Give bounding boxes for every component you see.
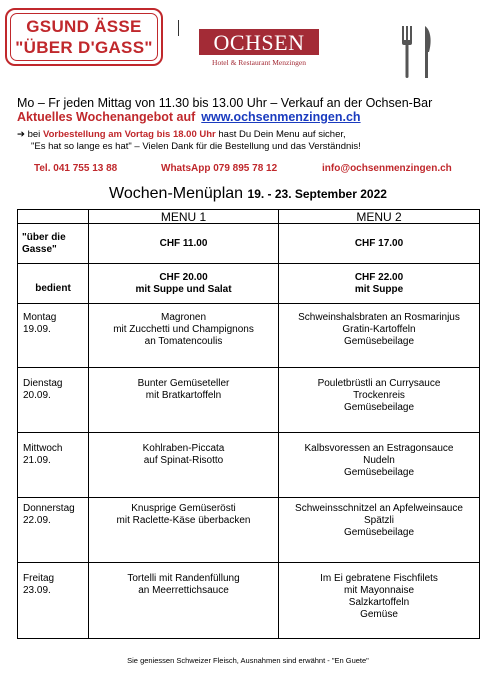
gsund-aesse-stamp [5,8,163,66]
menu1-dish-cell [89,563,279,639]
menu1-header: MENU 1 [89,210,279,224]
bedient-price-menu1 [89,264,279,304]
menu2-dish-cell [279,498,480,563]
dish-line: mit Raclette-Käse überbacken [116,515,251,526]
thank-you-text: "Es hat so lange es hat" – Vielen Dank für die Bestellung und das Verständnis! [31,141,361,152]
preorder-line [17,129,346,140]
website-link[interactable]: www.ochsenmenzingen.ch [201,110,361,124]
dish-line: auf Spinat-Risotto [143,455,224,466]
dish-line: Gemüsebeilage [343,467,415,478]
day-cell [18,498,89,563]
gasse-label: "über die Gasse" [18,224,89,264]
ochsen-logo: OCHSEN [213,30,305,55]
dish-line: Salzkartoffeln [348,597,410,608]
dish-line: Spätzli [363,515,394,526]
day-cell [18,304,89,368]
day-name: Freitag [23,573,55,584]
header-divider [178,20,179,36]
table-header-row [18,210,480,224]
menu2-dish-cell [279,368,480,433]
preorder-highlight: Vorbestellung am Vortag bis 18.00 Uhr [42,129,216,140]
menu2-dish-cell [279,433,480,498]
day-date: 19.09. [23,324,51,335]
bedient-menu1-price: CHF 20.00 [159,271,208,283]
opening-hours-text: Mo – Fr jeden Mittag von 11.30 bis 13.00 Uhr – Verkauf an der Ochsen-Bar [17,96,433,110]
dish-line: Pouletbrüstli an Currysauce [317,378,441,389]
bedient-menu2-price: CHF 22.00 [354,271,404,283]
gasse-price-menu1: CHF 11.00 [89,224,279,264]
dish-line: Bunter Gemüseteller [137,378,230,389]
dish-line: Gemüse [360,609,398,620]
menu1-dish-cell [89,433,279,498]
day-name: Mittwoch [23,443,63,454]
bedient-label: bedient [18,264,89,304]
menu1-dish-cell [89,304,279,368]
menu2-header: MENU 2 [279,210,480,224]
day-cell [18,433,89,498]
day-row [18,498,480,563]
whatsapp-number: WhatsApp 079 895 78 12 [161,163,278,174]
weekly-offer-line [17,110,361,124]
dish-line: Nudeln [363,455,395,466]
day-name: Donnerstag [23,503,75,514]
bedient-menu2-note: mit Suppe [354,283,404,295]
menu1-dish-cell [89,498,279,563]
dish-line: Im Ei gebratene Fischfilets [320,573,438,584]
weekly-offer-label: Aktuelles Wochenangebot auf [17,110,196,124]
dish-line: Gemüsebeilage [343,527,415,538]
email-address[interactable]: info@ochsenmenzingen.ch [322,163,452,174]
day-row [18,563,480,639]
dish-line: Trockenreis [353,390,405,401]
dish-line: Magronen [160,312,207,323]
dish-line: mit Zucchetti und Champignons [113,324,254,335]
day-name: Montag [23,312,57,323]
dish-line: an Tomatencoulis [144,336,223,347]
dish-line: Gratin-Kartoffeln [342,324,416,335]
dish-line: mit Mayonnaise [343,585,415,596]
header-empty-cell [18,210,89,224]
gasse-price-row [18,224,480,264]
menu-title-main: Wochen-Menüplan [109,185,244,202]
bedient-menu1-note: mit Suppe und Salat [135,283,232,295]
phone-number: Tel. 041 755 13 88 [34,163,118,174]
gasse-price-menu2: CHF 17.00 [279,224,480,264]
preorder-pre: bei [27,129,41,140]
ochsen-logo-subtitle: Hotel & Restaurant Menzingen [212,58,306,67]
preorder-post: hast Du Dein Menu auf sicher, [218,129,346,140]
dish-line: Schweinshalsbraten an Rosmarinjus [298,312,460,323]
dish-line: Kohlraben-Piccata [142,443,225,454]
day-row [18,368,480,433]
cutlery-icon [398,24,438,80]
day-row [18,304,480,368]
dish-line: Knusprige Gemüserösti [131,503,236,514]
dish-line: Schweinsschnitzel an Apfelweinsauce [295,503,463,514]
dish-line: an Meerrettichsauce [138,585,229,596]
footer-note: Sie geniessen Schweizer Fleisch, Ausnahmen sind erwähnt - "En Guete" [127,656,369,665]
menu2-dish-cell [279,304,480,368]
day-name: Dienstag [23,378,63,389]
dish-line: Kalbsvoressen an Estragonsauce [304,443,454,454]
day-cell [18,563,89,639]
stamp-line1: GSUND ÄSSE [26,17,142,36]
bedient-price-row [18,264,480,304]
menu2-dish-cell [279,563,480,639]
menu-title-dates: 19. - 23. September 2022 [247,187,387,201]
menu-title [0,185,496,203]
day-cell [18,368,89,433]
day-date: 20.09. [23,390,51,401]
dish-line: Gemüsebeilage [343,402,415,413]
menu1-dish-cell [89,368,279,433]
dish-line: Gemüsebeilage [343,336,415,347]
day-date: 21.09. [23,455,51,466]
menu-table [17,209,480,639]
stamp-line2: "ÜBER D'GASS" [15,38,153,57]
dish-line: mit Bratkartoffeln [145,390,222,401]
day-date: 23.09. [23,585,51,596]
day-date: 22.09. [23,515,51,526]
arrow-icon: ➔ [17,129,25,140]
day-row [18,433,480,498]
dish-line: Tortelli mit Randenfüllung [127,573,240,584]
bedient-price-menu2 [279,264,480,304]
